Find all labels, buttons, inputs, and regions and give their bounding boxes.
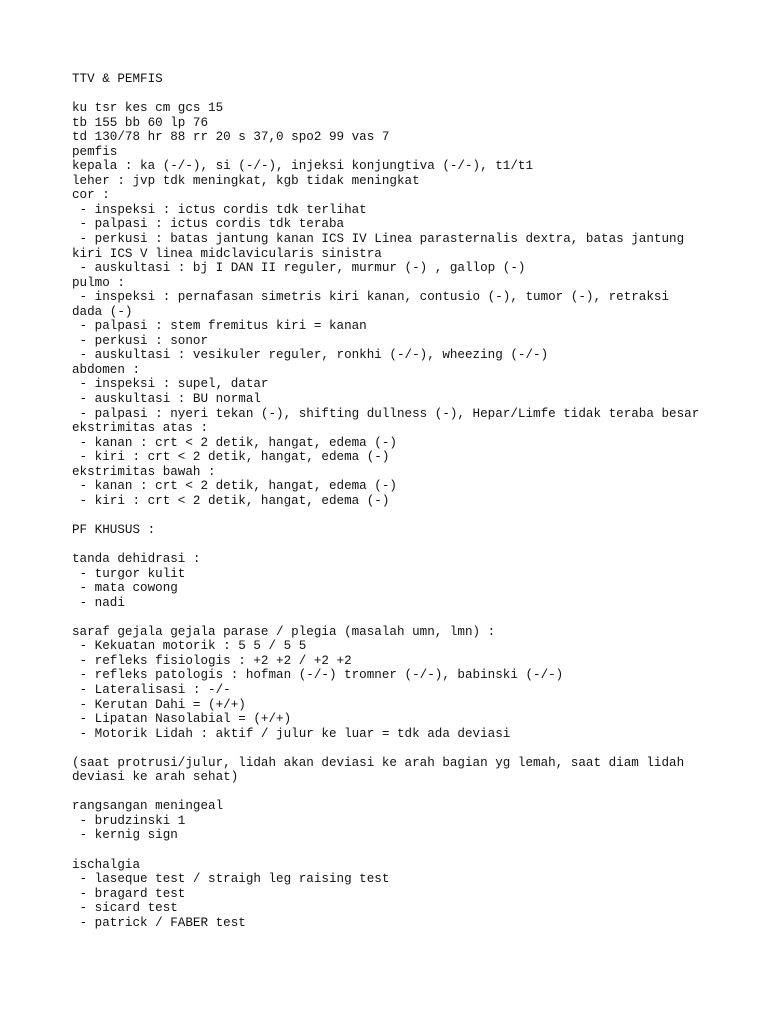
doc-line: cor :	[72, 188, 110, 203]
doc-line: - auskultasi : bj I DAN II reguler, murmur (-) , gallop (-)	[72, 261, 526, 276]
doc-line: - nadi	[72, 595, 125, 610]
doc-line: - turgor kulit	[72, 566, 186, 581]
doc-line: TTV & PEMFIS	[72, 72, 163, 86]
doc-line: - palpasi : stem fremitus kiri = kanan	[72, 319, 367, 334]
doc-line: - palpasi : ictus cordis tdk teraba	[72, 217, 345, 232]
doc-line: - sicard test	[72, 901, 178, 916]
doc-line: - Lateralisasi : -/-	[72, 682, 231, 697]
doc-line: - auskultasi : vesikuler reguler, ronkhi (-/-), wheezing (-/-)	[72, 348, 549, 363]
doc-line	[72, 785, 752, 800]
doc-line: pulmo :	[72, 275, 125, 290]
doc-line: PF KHUSUS :	[72, 522, 156, 537]
doc-line: - kanan : crt < 2 detik, hangat, edema (-)	[72, 479, 397, 494]
doc-line	[72, 610, 752, 625]
doc-line: - Lipatan Nasolabial = (+/+)	[72, 712, 292, 727]
doc-line: - inspeksi : ictus cordis tdk terlihat	[72, 202, 367, 217]
doc-line: ischalgia	[72, 857, 141, 872]
doc-line: dada (-)	[72, 304, 133, 319]
doc-line: saraf gejala gejala parase / plegia (masalah umn, lmn) :	[72, 624, 496, 639]
doc-line: leher : jvp tdk meningkat, kgb tidak meningkat	[72, 173, 420, 188]
doc-line: - laseque test / straigh leg raising test	[72, 872, 390, 887]
doc-line: - kiri : crt < 2 detik, hangat, edema (-)	[72, 450, 390, 465]
doc-line	[72, 538, 752, 553]
doc-line: rangsangan meningeal	[72, 799, 224, 814]
doc-line: - refleks patologis : hofman (-/-) tromner (-/-), babinski (-/-)	[72, 668, 564, 683]
doc-line	[72, 843, 752, 858]
doc-line: ku tsr kes cm gcs 15	[72, 101, 224, 116]
doc-line: - auskultasi : BU normal	[72, 392, 261, 407]
doc-line: pemfis	[72, 144, 118, 159]
doc-line	[72, 741, 752, 756]
doc-line: tb 155 bb 60 lp 76	[72, 115, 209, 130]
doc-line: - perkusi : batas jantung kanan ICS IV Linea parasternalis dextra, batas jantung	[72, 232, 685, 247]
doc-line: kepala : ka (-/-), si (-/-), injeksi konjungtiva (-/-), t1/t1	[72, 159, 534, 174]
doc-line: - inspeksi : supel, datar	[72, 377, 269, 392]
doc-line: - bragard test	[72, 886, 186, 901]
doc-line: - palpasi : nyeri tekan (-), shifting dullness (-), Hepar/Limfe tidak teraba besar	[72, 406, 700, 421]
doc-line: - kiri : crt < 2 detik, hangat, edema (-)	[72, 493, 390, 508]
doc-line: - Motorik Lidah : aktif / julur ke luar = tdk ada deviasi	[72, 726, 511, 741]
doc-line: (saat protrusi/julur, lidah akan deviasi ke arah bagian yg lemah, saat diam lidah	[72, 755, 685, 770]
doc-line: - patrick / FABER test	[72, 915, 246, 930]
doc-line	[72, 87, 752, 102]
doc-line: - perkusi : sonor	[72, 333, 209, 348]
doc-line: - refleks fisiologis : +2 +2 / +2 +2	[72, 653, 352, 668]
doc-line: - inspeksi : pernafasan simetris kiri kanan, contusio (-), tumor (-), retraksi	[72, 290, 670, 305]
doc-line: ekstrimitas bawah :	[72, 464, 216, 479]
doc-line: - mata cowong	[72, 581, 178, 596]
doc-line	[72, 508, 752, 523]
doc-line: ekstrimitas atas :	[72, 421, 209, 436]
doc-line: - Kekuatan motorik : 5 5 / 5 5	[72, 639, 307, 654]
doc-line: - kanan : crt < 2 detik, hangat, edema (-)	[72, 435, 397, 450]
doc-line: - brudzinski 1	[72, 813, 186, 828]
doc-line: deviasi ke arah sehat)	[72, 770, 239, 785]
doc-line: - kernig sign	[72, 828, 178, 843]
doc-line: tanda dehidrasi :	[72, 552, 201, 567]
doc-line: td 130/78 hr 88 rr 20 s 37,0 spo2 99 vas 7	[72, 130, 390, 145]
doc-line: - Kerutan Dahi = (+/+)	[72, 697, 246, 712]
doc-line: abdomen :	[72, 362, 141, 377]
doc-line: kiri ICS V linea midclavicularis sinistra	[72, 246, 382, 261]
document-page	[72, 72, 752, 930]
